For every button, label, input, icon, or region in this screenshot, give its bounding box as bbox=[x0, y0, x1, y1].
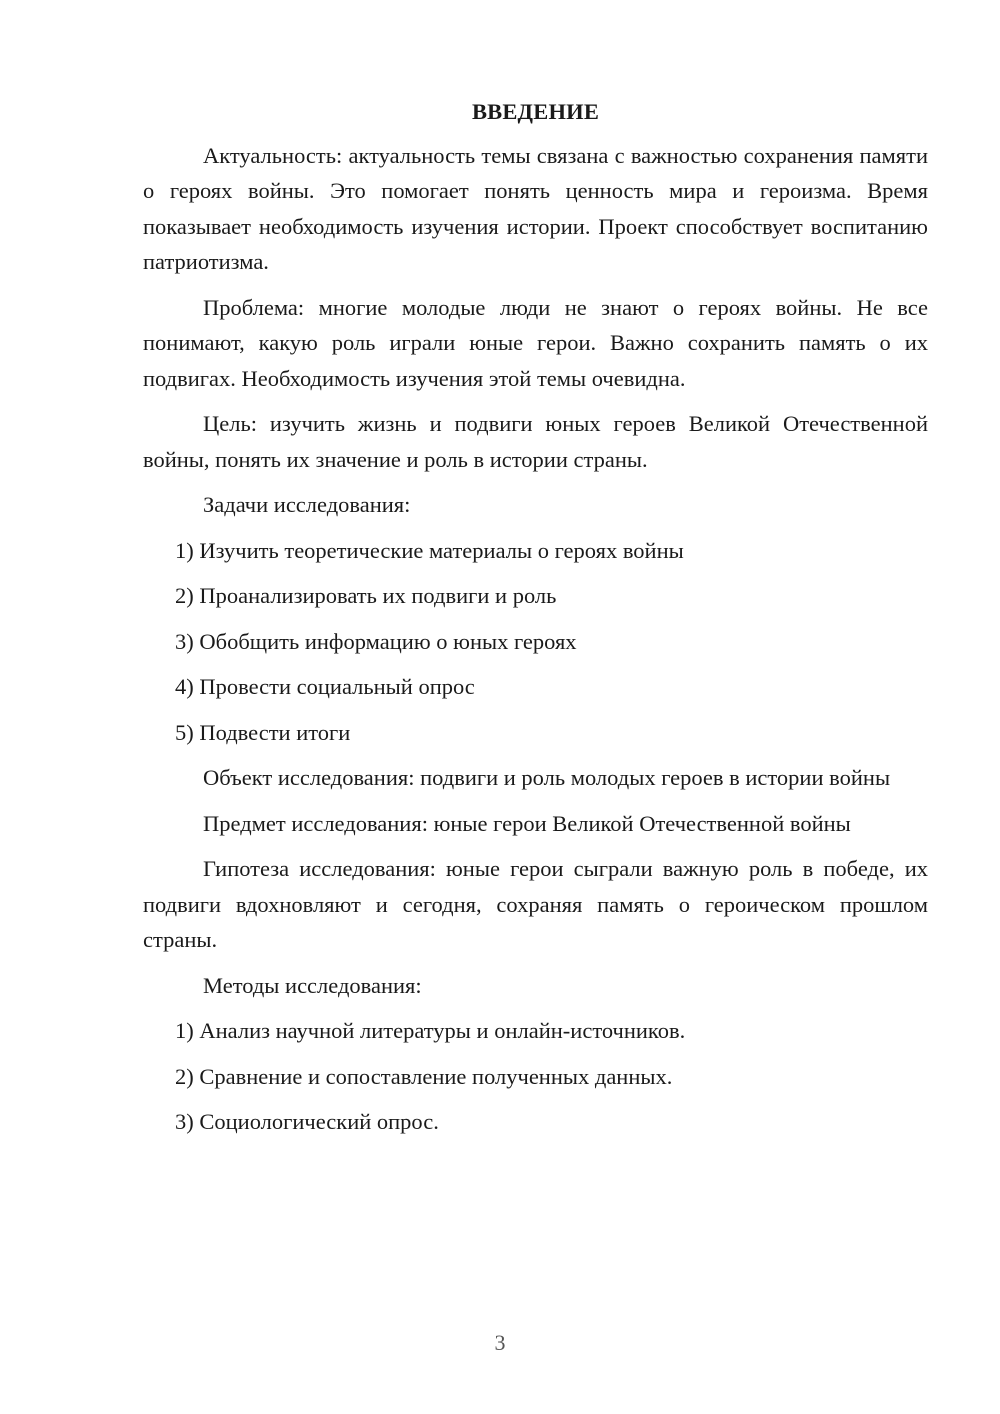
document-page bbox=[143, 94, 928, 1150]
hypothesis-paragraph: Гипотеза исследования: юные герои сыграли важную роль в победе, их подвиги вдохновляют и сегодня, сохраняя память о героическом прошлом страны. bbox=[143, 856, 928, 952]
goal-paragraph: Цель: изучить жизнь и подвиги юных героев Великой Отечественной войны, понять их значение и роль в истории страны. bbox=[143, 411, 928, 472]
task-item: 4) Провести социальный опрос bbox=[175, 674, 475, 699]
methods-list bbox=[143, 1013, 928, 1140]
problem-paragraph: Проблема: многие молодые люди не знают о героях войны. Не все понимают, какую роль играли юные герои. Важно сохранить память о их подвигах. Необходимость изучения этой темы очевидна. bbox=[143, 294, 928, 391]
method-item: 1) Анализ научной литературы и онлайн-источников. bbox=[175, 1018, 686, 1043]
document-title: ВВЕДЕНИЕ bbox=[471, 99, 600, 124]
task-item: 5) Подвести итоги bbox=[175, 719, 351, 745]
method-item: 3) Социологический опрос. bbox=[175, 1109, 439, 1134]
method-item: 2) Сравнение и сопоставление полученных данных. bbox=[175, 1063, 673, 1089]
tasks-list bbox=[143, 533, 928, 751]
page-number: 3 bbox=[494, 1330, 506, 1355]
task-item: 1) Изучить теоретические материалы о героях войны bbox=[175, 537, 684, 563]
task-item: 2) Проанализировать их подвиги и роль bbox=[175, 583, 557, 608]
methods-heading: Методы исследования: bbox=[203, 972, 422, 998]
relevance-paragraph: Актуальность: актуальность темы связана с важностью сохранения памяти о героях войны. Это помогает понять ценность мира и героизма. Время показывает необходимость изучения истории. Проект способствует воспитанию патриотизма. bbox=[143, 142, 928, 274]
tasks-heading: Задачи исследования: bbox=[203, 492, 411, 517]
subject-paragraph: Предмет исследования: юные герои Великой Отечественной войны bbox=[203, 810, 851, 836]
task-item: 3) Обобщить информацию о юных героях bbox=[175, 628, 577, 654]
object-paragraph: Объект исследования: подвиги и роль молодых героев в истории войны bbox=[203, 765, 891, 790]
